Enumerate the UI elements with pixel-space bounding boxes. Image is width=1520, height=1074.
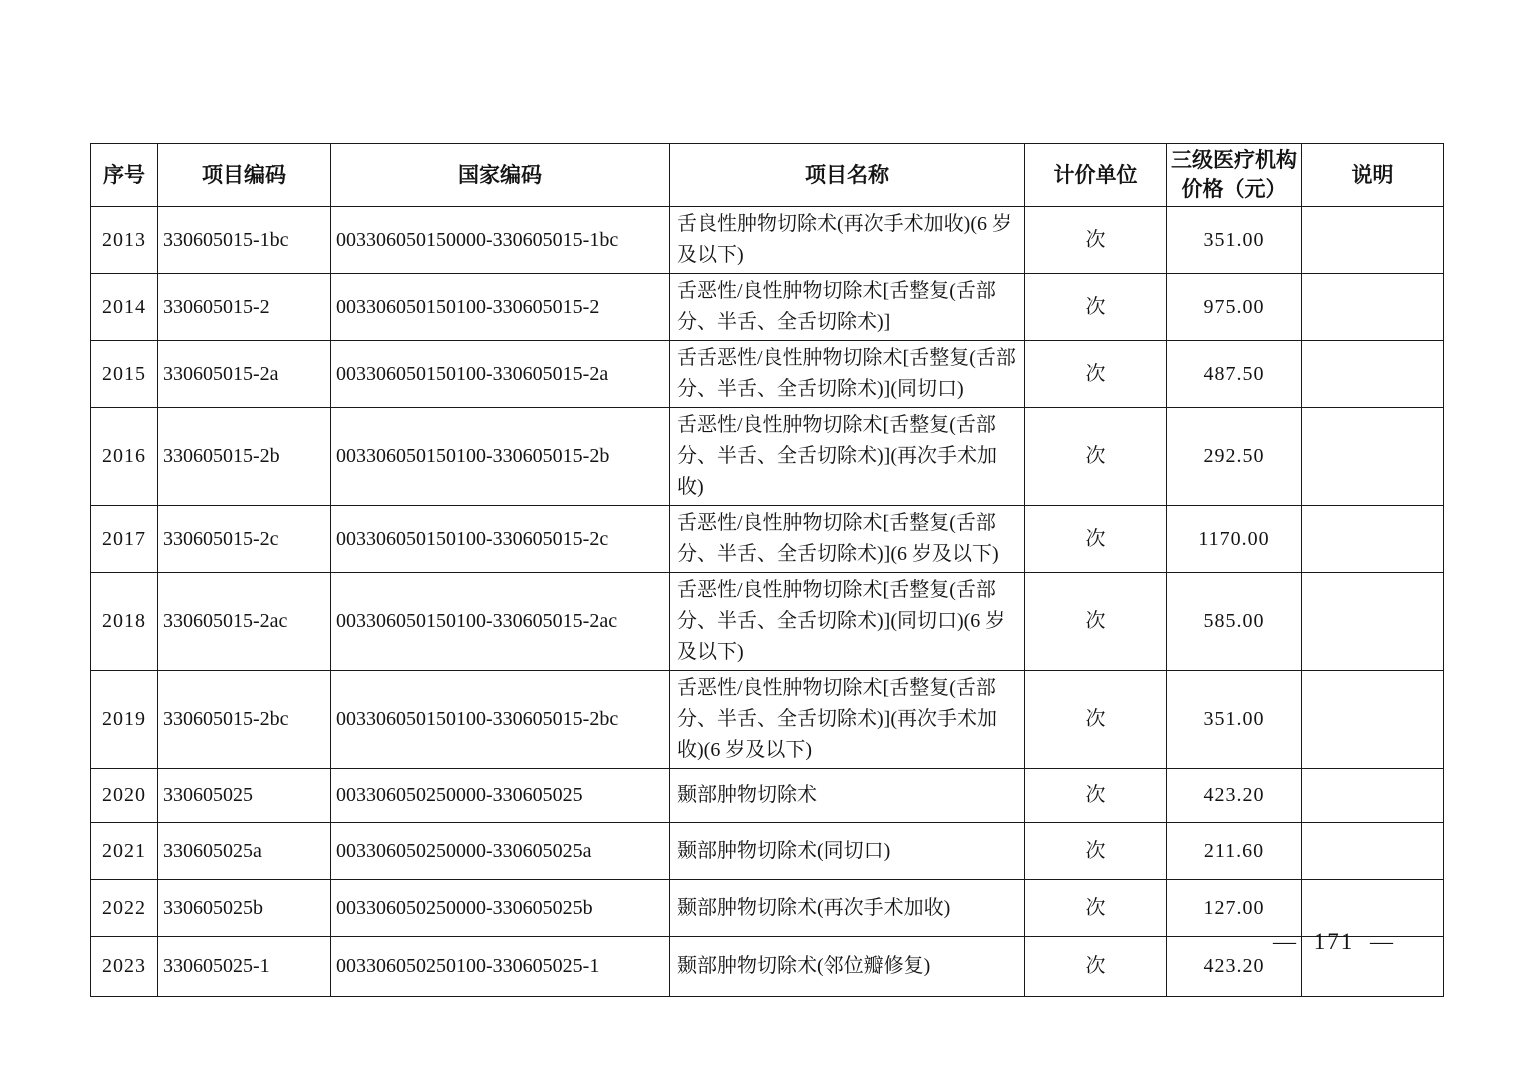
cell-seq: 2019 <box>91 671 158 769</box>
cell-unit: 次 <box>1025 274 1167 341</box>
cell-name: 颞部肿物切除术(同切口) <box>670 823 1025 880</box>
cell-seq: 2021 <box>91 823 158 880</box>
cell-note <box>1302 823 1444 880</box>
cell-seq: 2023 <box>91 937 158 997</box>
cell-price: 211.60 <box>1167 823 1302 880</box>
cell-note <box>1302 274 1444 341</box>
cell-name: 舌恶性/良性肿物切除术[舌整复(舌部分、半舌、全舌切除术)] <box>670 274 1025 341</box>
cell-unit: 次 <box>1025 408 1167 506</box>
cell-code: 330605025a <box>158 823 331 880</box>
cell-price: 351.00 <box>1167 671 1302 769</box>
cell-code: 330605015-2a <box>158 341 331 408</box>
cell-national-code: 003306050150100-330605015-2bc <box>331 671 670 769</box>
cell-national-code: 003306050150100-330605015-2a <box>331 341 670 408</box>
cell-code: 330605015-2ac <box>158 573 331 671</box>
cell-unit: 次 <box>1025 573 1167 671</box>
cell-price: 487.50 <box>1167 341 1302 408</box>
cell-code: 330605015-1bc <box>158 207 331 274</box>
cell-note <box>1302 671 1444 769</box>
cell-price: 351.00 <box>1167 207 1302 274</box>
page-number: — 171 — <box>1273 929 1395 954</box>
cell-price: 975.00 <box>1167 274 1302 341</box>
cell-unit: 次 <box>1025 207 1167 274</box>
price-table <box>90 143 1444 997</box>
cell-national-code: 003306050250000-330605025a <box>331 823 670 880</box>
cell-unit: 次 <box>1025 671 1167 769</box>
cell-unit: 次 <box>1025 506 1167 573</box>
table-row <box>91 573 1444 671</box>
col-header-note: 说明 <box>1302 144 1444 207</box>
cell-price: 585.00 <box>1167 573 1302 671</box>
cell-price: 423.20 <box>1167 769 1302 823</box>
cell-national-code: 003306050150000-330605015-1bc <box>331 207 670 274</box>
cell-seq: 2017 <box>91 506 158 573</box>
cell-name: 颞部肿物切除术 <box>670 769 1025 823</box>
cell-seq: 2020 <box>91 769 158 823</box>
cell-code: 330605015-2b <box>158 408 331 506</box>
cell-note <box>1302 408 1444 506</box>
table-row <box>91 823 1444 880</box>
cell-name: 舌恶性/良性肿物切除术[舌整复(舌部分、半舌、全舌切除术)](再次手术加收) <box>670 408 1025 506</box>
cell-price: 292.50 <box>1167 408 1302 506</box>
cell-unit: 次 <box>1025 769 1167 823</box>
cell-name: 舌舌恶性/良性肿物切除术[舌整复(舌部分、半舌、全舌切除术)](同切口) <box>670 341 1025 408</box>
col-header-national-code: 国家编码 <box>331 144 670 207</box>
cell-name: 舌恶性/良性肿物切除术[舌整复(舌部分、半舌、全舌切除术)](再次手术加收)(6 岁及以下) <box>670 671 1025 769</box>
cell-code: 330605015-2bc <box>158 671 331 769</box>
col-header-seq: 序号 <box>91 144 158 207</box>
cell-seq: 2016 <box>91 408 158 506</box>
cell-seq: 2018 <box>91 573 158 671</box>
table-row <box>91 671 1444 769</box>
cell-note <box>1302 573 1444 671</box>
table-row <box>91 341 1444 408</box>
cell-code: 330605025-1 <box>158 937 331 997</box>
cell-price: 127.00 <box>1167 880 1302 937</box>
col-header-name: 项目名称 <box>670 144 1025 207</box>
cell-national-code: 003306050250000-330605025b <box>331 880 670 937</box>
cell-name: 舌恶性/良性肿物切除术[舌整复(舌部分、半舌、全舌切除术)](同切口)(6 岁及以下) <box>670 573 1025 671</box>
table-row <box>91 408 1444 506</box>
table-row <box>91 769 1444 823</box>
cell-note <box>1302 769 1444 823</box>
cell-code: 330605015-2 <box>158 274 331 341</box>
header-row <box>91 144 1444 207</box>
col-header-unit: 计价单位 <box>1025 144 1167 207</box>
cell-note <box>1302 341 1444 408</box>
table-row <box>91 937 1444 997</box>
table-row <box>91 506 1444 573</box>
cell-name: 颞部肿物切除术(邻位瓣修复) <box>670 937 1025 997</box>
table-row <box>91 880 1444 937</box>
cell-national-code: 003306050150100-330605015-2ac <box>331 573 670 671</box>
table-row <box>91 207 1444 274</box>
cell-code: 330605015-2c <box>158 506 331 573</box>
table-body <box>91 207 1444 997</box>
table-header <box>91 144 1444 207</box>
cell-seq: 2014 <box>91 274 158 341</box>
cell-price: 1170.00 <box>1167 506 1302 573</box>
table-row <box>91 274 1444 341</box>
cell-code: 330605025 <box>158 769 331 823</box>
cell-note <box>1302 207 1444 274</box>
cell-note <box>1302 880 1444 937</box>
cell-national-code: 003306050150100-330605015-2c <box>331 506 670 573</box>
cell-name: 舌恶性/良性肿物切除术[舌整复(舌部分、半舌、全舌切除术)](6 岁及以下) <box>670 506 1025 573</box>
col-header-price: 三级医疗机构价格（元） <box>1167 144 1302 207</box>
cell-note <box>1302 506 1444 573</box>
cell-national-code: 003306050150100-330605015-2 <box>331 274 670 341</box>
cell-seq: 2015 <box>91 341 158 408</box>
cell-name: 颞部肿物切除术(再次手术加收) <box>670 880 1025 937</box>
col-header-code: 项目编码 <box>158 144 331 207</box>
cell-unit: 次 <box>1025 937 1167 997</box>
cell-seq: 2022 <box>91 880 158 937</box>
cell-unit: 次 <box>1025 341 1167 408</box>
cell-price: 423.20 <box>1167 937 1302 997</box>
cell-seq: 2013 <box>91 207 158 274</box>
cell-national-code: 003306050250100-330605025-1 <box>331 937 670 997</box>
cell-unit: 次 <box>1025 823 1167 880</box>
cell-national-code: 003306050150100-330605015-2b <box>331 408 670 506</box>
cell-unit: 次 <box>1025 880 1167 937</box>
cell-name: 舌良性肿物切除术(再次手术加收)(6 岁及以下) <box>670 207 1025 274</box>
cell-national-code: 003306050250000-330605025 <box>331 769 670 823</box>
cell-code: 330605025b <box>158 880 331 937</box>
